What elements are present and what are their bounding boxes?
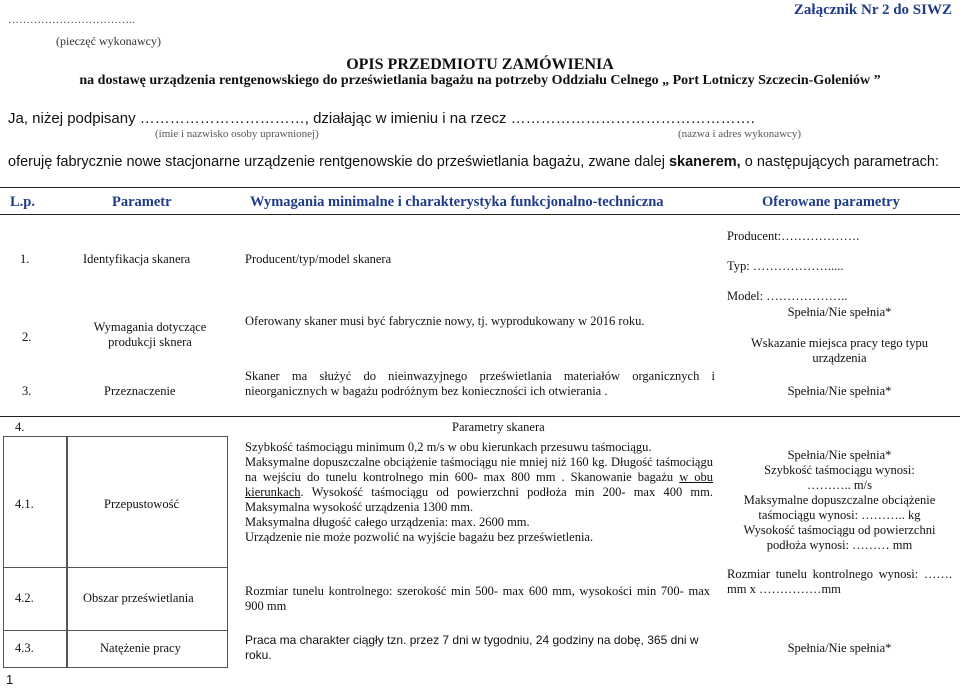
offer-end: o następujących parametrach: [740,154,939,170]
row43-param: Natężenie pracy [100,641,181,655]
row41-offered [727,448,952,553]
row2-offered-status: Spełnia/Nie spełnia* [787,305,892,319]
row42-offered: Rozmiar tunelu kontrolnego wynosi: ……. mm x ……………mm [727,567,952,596]
col-header-param: Parametr [112,194,172,210]
company-hint: (nazwa i adres wykonawcy) [678,128,802,140]
page-number: 1 [6,672,14,687]
row1-lp: 1. [20,252,30,266]
row41-offered-speed-value: ……….. m/s [807,478,872,492]
col-header-offered: Oferowane parametry [762,194,900,210]
row3-req: Skaner ma służyć do nieinwazyjnego prześwietlania materiałów organicznych i nieorganicznych w bagażu podróżnym bez konieczności ich otwierania . [245,369,715,398]
row3-offered: Spełnia/Nie spełnia* [787,384,892,398]
row41-req-height-text: . Wysokość taśmociągu od powierzchni podłoża min 200- max 400 mm. Maksymalna wysokość urządzenia 1300 mm. [245,485,713,514]
row43-offered: Spełnia/Nie spełnia* [787,641,892,655]
row41-req-length: Maksymalna długość całego urządzenia: max. 2600 mm. [245,515,530,529]
offer-bold: skanerem, [668,154,741,170]
col-header-lp: L.p. [10,194,35,210]
offer-statement [8,154,939,170]
table-top-rule [0,187,960,188]
row41-offered-load: Maksymalne dopuszczalne obciążenie taśmociągu wynosi: ……….. kg [743,493,936,522]
seal-label: (pieczęć wykonawcy) [56,34,161,48]
document-subtitle: na dostawę urządzenia rentgenowskiego do prześwietlania bagażu na potrzeby Oddziału Celnego „ Port Lotniczy Szczecin-Goleniów ” [79,73,881,88]
row41-offered-status: Spełnia/Nie spełnia* [787,448,892,462]
row41-req-speed: Szybkość taśmociągu minimum 0,2 m/s w obu kierunkach przesuwu taśmociągu. [245,440,652,454]
row42-param: Obszar prześwietlania [83,591,194,605]
seal-dots: …………………………….. [8,14,135,26]
section4-lp: 4. [15,420,25,434]
row3-param: Przeznaczenie [104,384,176,398]
offer-start: oferuję fabrycznie nowe stacjonarne urządzenie rentgenowskie do prześwietlania bagażu, zwane dalej [8,154,669,170]
row3-lp: 3. [22,384,32,398]
row2-offered-workplace: Wskazanie miejsca pracy tego typu urządzenia [750,336,928,365]
row1-offered-type: Typ: ………………..... [727,259,844,273]
document-title: OPIS PRZEDMIOTU ZAMÓWIENIA [346,56,614,73]
row42-lp: 4.2. [15,591,34,605]
row2-lp: 2. [22,330,32,344]
row41-offered-speed-label: Szybkość taśmociągu wynosi: [764,463,915,477]
section4-title: Parametry skanera [452,420,545,434]
declaration-line: Ja, niżej podpisany ……………………………, działając w imieniu i na rzecz …………………………………………. [8,110,755,127]
table-header-rule [0,214,960,215]
row43-req: Praca ma charakter ciągły tzn. przez 7 dni w tygodniu, 24 godziny na dobę, 365 dni w roku. [245,633,699,662]
name-hint: (imie i nazwisko osoby uprawnionej) [155,128,319,140]
row2-req: Oferowany skaner musi być fabrycznie nowy, tj. wyprodukowany w 2016 roku. [245,314,645,328]
row41-param: Przepustowość [104,497,179,511]
row1-req: Producent/typ/model skanera [245,252,392,266]
row43-lp: 4.3. [15,641,34,655]
attachment-label: Załącznik Nr 2 do SIWZ [793,2,952,18]
row1-param: Identyfikacja skanera [83,252,191,266]
row41-lp: 4.1. [15,497,34,511]
row41-req-both-directions: w obu kierunkach [245,470,713,499]
row41-req-no-exit: Urządzenie nie może pozwolić na wyjście bagażu bez prześwietlenia. [245,530,594,544]
row41-req-load [245,455,713,515]
row41-req-load-text: Maksymalne dopuszczalne obciążenie taśmociągu nie mniej niż 160 kg. Długość taśmociągu na wejściu do tunelu kontrolnego min 600- max 800 mm . Skanowanie bagażu [245,455,713,484]
row41-req [245,440,713,545]
col-header-req: Wymagania minimalne i charakterystyka funkcjonalno-techniczna [250,194,664,210]
row1-offered-model: Model: ……………….. [727,289,848,303]
row41-offered-height: Wysokość taśmociągu od powierzchni podłoża wynosi: ……… mm [743,523,936,552]
row1-offered-producer: Producent:………………. [727,229,860,243]
section4-rule [0,416,960,417]
cell-4-2-lp [3,567,68,631]
row42-req: Rozmiar tunelu kontrolnego: szerokość min 500- max 600 mm, wysokości min 700- max 900 mm [245,584,710,613]
cell-4-3-lp [3,630,68,668]
cell-4-1-lp [3,436,68,568]
row2-param: Wymagania dotyczące produkcji sknera [93,320,207,349]
